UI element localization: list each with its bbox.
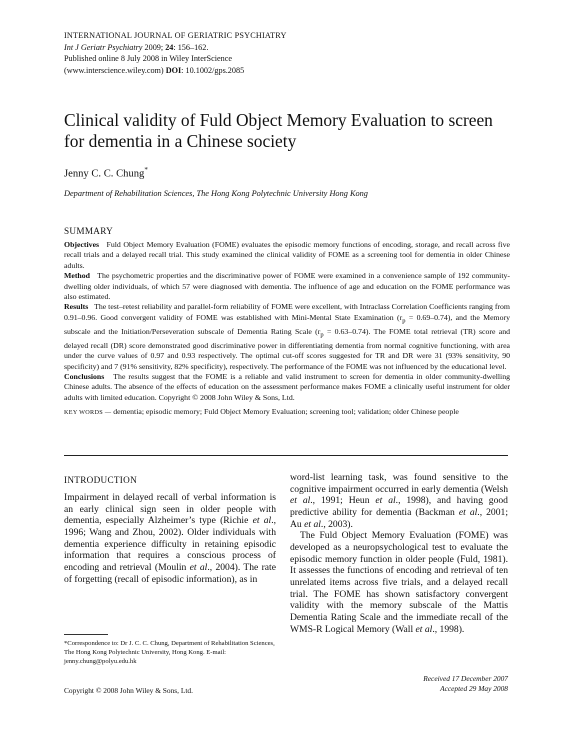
keywords [64,407,510,418]
doi-label: DOI [165,65,182,75]
citation-volume: 24 [165,42,174,52]
correspondence-footnote: *Correspondence to: Dr J. C. C. Chung, Department of Rehabilitation Sciences, The Hong Kong Polytechnic University, Hong Kong. E-mail: jenny.chung@polyu.edu.hk [64,640,275,665]
results-label: Results [64,302,89,312]
et-al: et al [415,623,433,635]
intro-text: ., 2004). The rate of forgetting (recall of episodic information), as in [64,561,276,585]
abstract-conclusions [64,372,510,403]
author-name: Jenny C. C. Chung [64,168,145,180]
conclusions-text: The results suggest that the FOME is a reliable and valid instrument to screen for dementia in older community-dwelling Chinese adults. The absence of the effects of education on the assessment performance makes FOME a clinically useful instrument for older adults with limited education. Copyright © 2008 John Wiley & Sons, Ltd. [64,371,510,402]
method-label: Method [64,271,90,281]
journal-name: INTERNATIONAL JOURNAL OF GERIATRIC PSYCHIATRY [64,31,287,40]
intro-text: ., 1998), and having good predictive ability for dementia (Backman [290,495,508,518]
intro-text: Impairment in delayed recall of verbal information is an early clinical sign seen in older people with dementia, especially Alzheimer’s type (Richie [64,492,276,527]
results-text-a: The test–retest reliability and parallel-form reliability of FOME were excellent, with Intraclass Correlation Coefficients ranging from 0.91–0.96. Good convergent validity of FOME was established with Mini-Mental State Examination (r [64,302,510,322]
intro-text: ., 2003). [320,518,353,530]
intro-text: ., 1998). [432,623,465,635]
doi-line [64,65,504,77]
et-al: et al [375,495,396,507]
results-text-b: = 0.69–0.74), and the Memory subscale and the Initiation/Perseveration subscale of Dementia Rating Scale (r [64,312,510,336]
summary-heading: SUMMARY [64,226,114,236]
correspondence-mark: * [144,166,148,174]
abstract-results [64,302,510,372]
results-sub-1: p [402,317,406,325]
intro-text: The Fuld Object Memory Evaluation (FOME) was developed as a neuropsychological test to evaluate the episodic memory function in older people (Fuld, 1981). It assesses the functions of encoding and retrieval of ten unrelated items across five trials, and a delayed recall trial. The FOME has shown satisfactory convergent validity with the memory subscale of the Mattis Dementia Rating Scale and the immediate recall of the WMS-R Logical Memory (Wall [290,530,508,635]
keywords-label: KEY WORDS — [64,409,112,416]
citation-journal: Int J Geriatr Psychiatry [64,42,143,52]
right-column [290,472,508,635]
results-sub-2: p [320,331,324,339]
method-text: The psychometric properties and the discriminative power of FOME were examined in a convenience sample of 192 community-dwelling older individuals, of which 57 were diagnosed with dementia. The influence of age and education on the FOME performance was also estimated. [64,271,510,302]
intro-paragraph-1 [64,492,276,585]
section-divider [64,455,508,456]
left-column [64,492,276,585]
received-dates [423,674,508,694]
received-date: Received 17 December 2007 [423,674,508,683]
intro-paragraph-1-cont [290,472,508,530]
copyright-notice: Copyright © 2008 John Wiley & Sons, Ltd. [64,686,193,695]
footnote-rule [64,634,108,635]
intro-text: ., 1996; Wang and Zhou, 2002). Older individuals with dementia experience difficulty in retaining episodic information that requires a conscious process of encoding and retrieval (Moulin [64,515,276,573]
intro-paragraph-2 [290,530,508,635]
intro-text: ., 1991; Heun [310,495,376,507]
objectives-text: Fuld Object Memory Evaluation (FOME) evaluates the episodic memory functions of encoding, storage, and recall across five recall trials and a delayed recall trial. This study examined the clinical validity of FOME as a screening tool for dementia in older Chinese adults. [64,240,510,270]
objectives-label: Objectives [64,240,100,249]
author-line [64,166,148,180]
et-al: et al [458,506,478,518]
et-al: et al [252,515,272,527]
journal-header [64,30,504,76]
website-link[interactable]: (www.interscience.wiley.com) [64,65,166,75]
abstract [64,240,510,403]
et-al: et al [290,495,311,507]
accepted-date: Accepted 29 May 2008 [440,684,508,693]
affiliation: Department of Rehabilitation Sciences, The Hong Kong Polytechnic University Hong Kong [64,189,368,198]
abstract-objectives [64,240,510,271]
citation-year: 2009; [142,42,166,52]
conclusions-label: Conclusions [64,371,105,381]
intro-text: ., 2001; Au [290,506,508,530]
intro-text: word-list learning task, was found sensitive to the cognitive impairment occurred in early dementia (Welsh [290,472,508,495]
citation-pages: : 156–162. [173,42,209,52]
et-al: et al [189,561,208,573]
article-title: Clinical validity of Fuld Object Memory Evaluation to screen for dementia in a Chinese society [64,110,493,151]
introduction-heading: INTRODUCTION [64,475,138,485]
et-al: et al [304,518,321,530]
citation-line [64,42,504,54]
abstract-method [64,271,510,302]
keywords-text: dementia; episodic memory; Fuld Object Memory Evaluation; screening tool; validation; older Chinese people [113,407,459,416]
published-line: Published online 8 July 2008 in Wiley InterScience [64,54,233,64]
doi-value[interactable]: : 10.1002/gps.2085 [181,65,245,75]
results-text-c: = 0.63–0.74). The FOME total retrieval (TR) score and delayed recall (DR) score demonstrated good discriminative power in differentiating dementia from normal cognitive functioning, with area under the curve values of 0.97 and 0.93 respectively. The optimal cut-off scores suggested for TR and DR were 31 (93% sensitivity, 90 specificity) and 7 (91% sensitivity, 82% specificity), respectively. The performance of the FOME was not influenced by the educational level. [64,326,510,371]
